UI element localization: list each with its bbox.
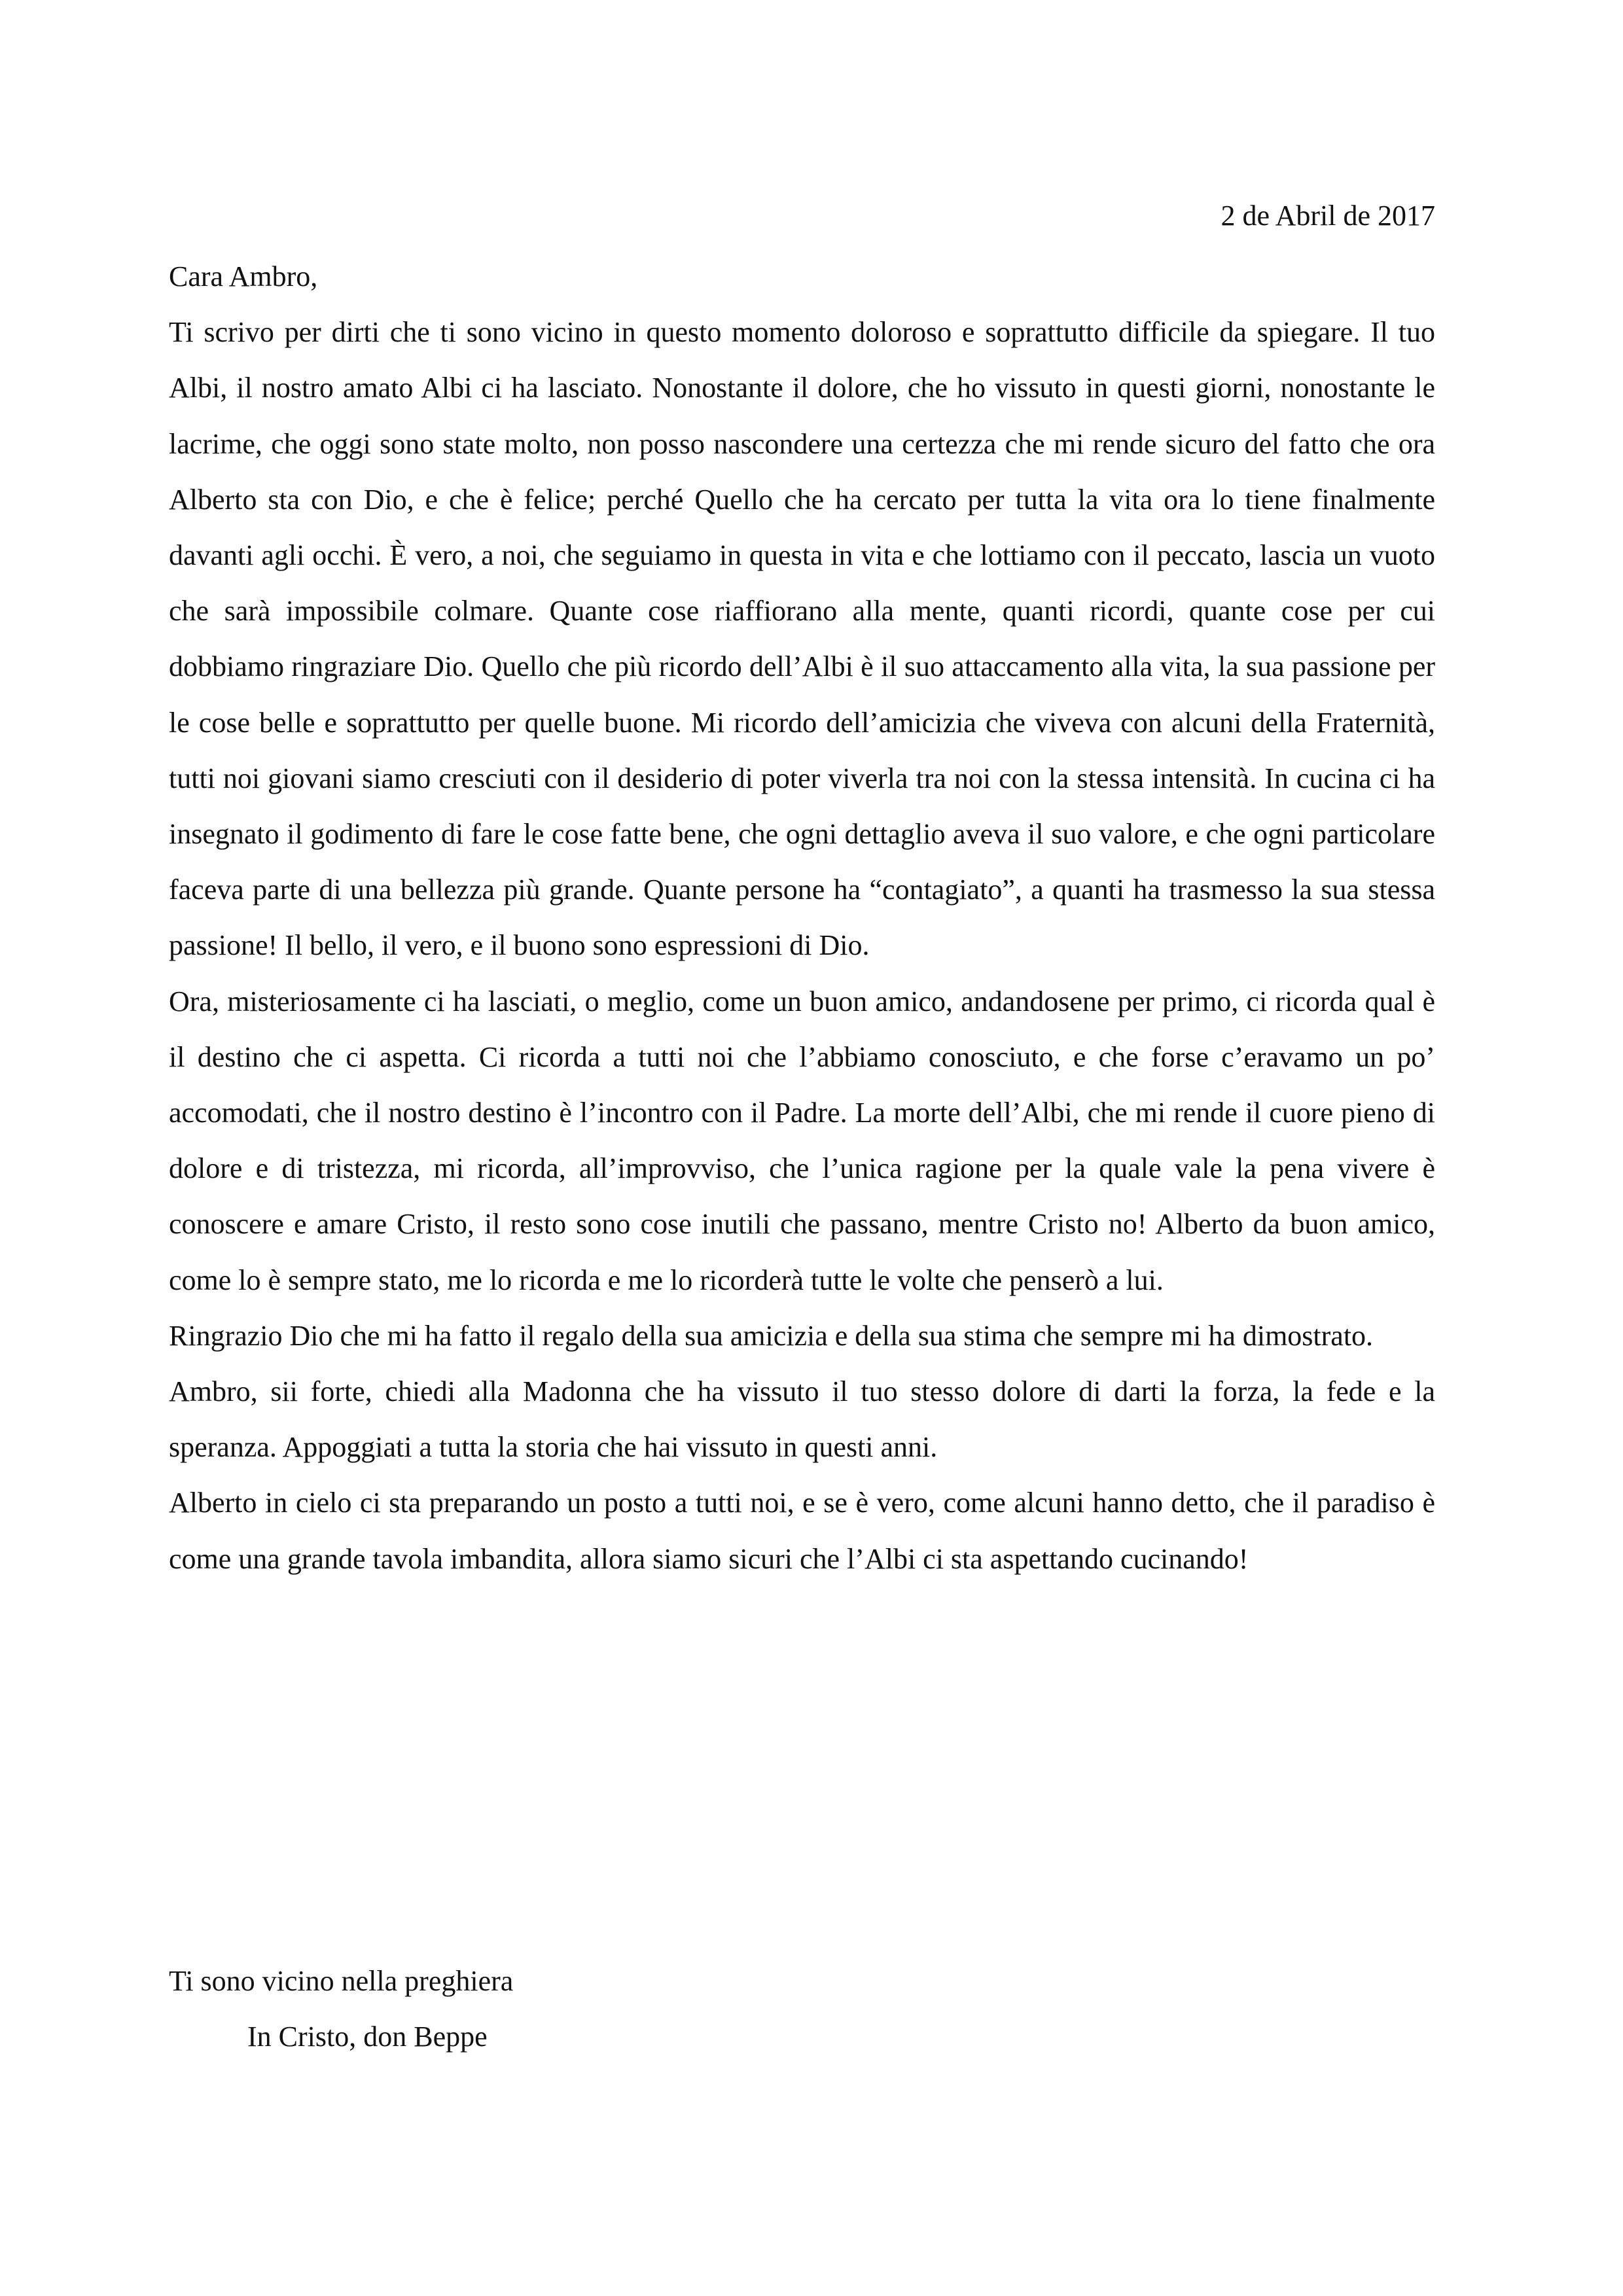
closing-block bbox=[169, 1953, 513, 2064]
paragraph-4: Ambro, sii forte, chiedi alla Madonna che ha vissuto il tuo stesso dolore di darti la forza, la fede e la speranza. Appoggiati a tutta la storia che hai vissuto in questi anni. bbox=[169, 1375, 1435, 1464]
letter-body bbox=[169, 249, 1435, 1587]
salutation: Cara Ambro, bbox=[169, 260, 318, 292]
paragraph-3: Ringrazio Dio che mi ha fatto il regalo della sua amicizia e della sua stima che sempre mi ha dimostrato. bbox=[169, 1319, 1374, 1352]
closing-line: Ti sono vicino nella preghiera bbox=[169, 1965, 514, 1997]
letter-date: 2 de Abril de 2017 bbox=[1221, 200, 1435, 232]
signature: In Cristo, don Beppe bbox=[247, 2021, 488, 2053]
paragraph-1: Ti scrivo per dirti che ti sono vicino in questo momento doloroso e soprattutto difficile da spiegare. Il tuo Albi, il nostro amato Albi ci ha lasciato. Nonostante il dolore, che ho vissuto in questi giorni, nonostante le lacrime, che oggi sono state molto, non posso nascondere una certezza che mi rende sicuro del fatto che ora Alberto sta con Dio, e che è felice; perché Quello che ha cercato per tutta la vita ora lo tiene finalmente davanti agli occhi. È vero, a noi, che seguiamo in questa in vita e che lottiamo con il peccato, lascia un vuoto che sarà impossibile colmare. Quante cose riaffiorano alla mente, quanti ricordi, quante cose per cui dobbiamo ringraziare Dio. Quello che più ricordo dell’Albi è il suo attaccamento alla vita, la sua passione per le cose belle e soprattutto per quelle buone. Mi ricordo dell’amicizia che viveva con alcuni della Fraternità, tutti noi giovani siamo cresciuti con il desiderio di poter viverla tra noi con la stessa intensità. In cucina ci ha insegnato il godimento di fare le cose fatte bene, che ogni dettaglio aveva il suo valore, e che ogni particolare faceva parte di una bellezza più grande. Quante persone ha “contagiato”, a quanti ha trasmesso la sua stessa passione! Il bello, il vero, e il buono sono espressioni di Dio. bbox=[169, 316, 1435, 962]
paragraph-2: Ora, misteriosamente ci ha lasciati, o meglio, come un buon amico, andandosene per primo, ci ricorda qual è il destino che ci aspetta. Ci ricorda a tutti noi che l’abbiamo conosciuto, e che forse c’eravamo un po’ accomodati, che il nostro destino è l’incontro con il Padre. La morte dell’Albi, che mi rende il cuore pieno di dolore e di tristezza, mi ricorda, all’improvviso, che l’unica ragione per la quale vale la pena vivere è conoscere e amare Cristo, il resto sono cose inutili che passano, mentre Cristo no! Alberto da buon amico, come lo è sempre stato, me lo ricorda e me lo ricorderà tutte le volte che penserò a lui. bbox=[169, 985, 1435, 1296]
paragraph-5: Alberto in cielo ci sta preparando un posto a tutti noi, e se è vero, come alcuni hanno detto, che il paradiso è come una grande tavola imbandita, allora siamo sicuri che l’Albi ci sta aspettando cucinando! bbox=[169, 1487, 1435, 1575]
